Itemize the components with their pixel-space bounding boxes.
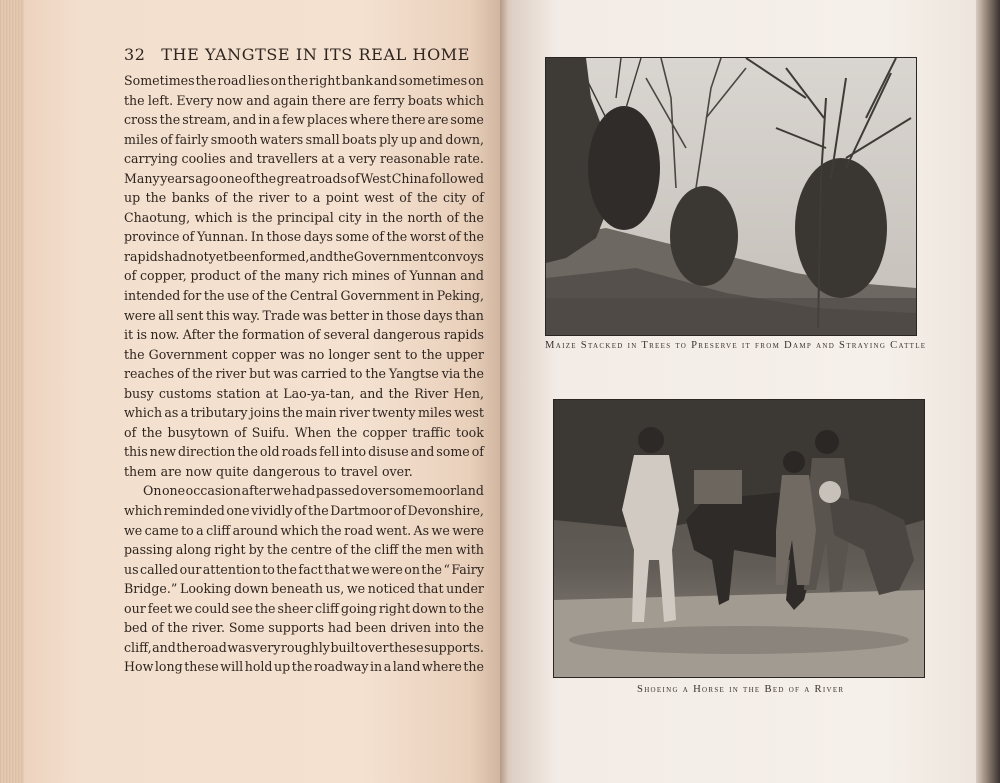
text-line: cross the stream, and in a few places where there are some (124, 112, 484, 128)
text-line: bed of the river. Some supports had been driven into the (124, 620, 484, 636)
text-line: rapids had not yet been formed, and the Government convoys (124, 248, 484, 264)
text-line: province of Yunnan. In those days some of the worst of the (124, 229, 484, 245)
text-line: were all sent this way. Trade was better in those days than (124, 307, 484, 323)
body-text (124, 71, 484, 677)
text-line: it is now. After the formation of several dangerous rapids (124, 327, 484, 343)
caption-shoeing-horse: Shoeing a Horse in the Bed of a River (637, 684, 845, 695)
page-number: 32 (124, 45, 146, 64)
text-line: we came to a cliff around which the road went. As we were (124, 522, 484, 538)
text-line: passing along right by the centre of the cliff the men with (124, 542, 484, 558)
text-line: up the banks of the river to a point west of the city of (124, 190, 484, 206)
text-line: them are now quite dangerous to travel over. (124, 463, 413, 479)
text-line: this new direction the old roads fell into disuse and some of (124, 444, 484, 460)
text-line: the Government copper was no longer sent to the upper (124, 346, 484, 362)
text-line: intended for the use of the Central Government in Peking, (124, 288, 484, 304)
text-line: How long these will hold up the roadway in a land where the (124, 659, 484, 675)
photo-shoeing-horse (553, 399, 925, 678)
text-line: our feet we could see the sheer cliff going right down to the (124, 600, 484, 616)
caption-maize-in-trees: Maize Stacked in Trees to Preserve it from Damp and Straying Cattle (545, 340, 927, 351)
text-line: which reminded one vividly of the Dartmoor of Devonshire, (124, 503, 484, 519)
maize-trees-illustration (546, 58, 916, 335)
text-line: us called our attention to the fact that we were on the “ Fairy (124, 561, 484, 577)
text-line: Many years ago one of the great roads of West China followed (124, 170, 484, 186)
text-line: Chaotung, which is the principal city in the north of the (124, 209, 484, 225)
text-line: Sometimes the road lies on the right bank and sometimes on (124, 73, 484, 88)
text-line: busy customs station at Lao-ya-tan, and the River Hen, (124, 385, 484, 401)
text-line: reaches of the river but was carried to the Yangtse via the (124, 366, 484, 382)
text-line: carrying coolies and travellers at a very reasonable rate. (124, 151, 484, 167)
photo-maize-in-trees (545, 57, 917, 336)
text-line: which as a tributary joins the main river twenty miles west (124, 405, 484, 421)
text-line: On one occasion after we had passed over some moorland (143, 483, 484, 499)
text-line: of the busytown of Suifu. When the copper traffic took (124, 424, 484, 440)
text-line: Bridge.” Looking down beneath us, we noticed that under (124, 581, 484, 597)
running-head-title: THE YANGTSE IN ITS REAL HOME (161, 45, 471, 64)
text-line: the left. Every now and again there are ferry boats which (124, 92, 484, 108)
text-line: miles of fairly smooth waters small boats ply up and down, (124, 131, 484, 147)
text-line: cliff, and the road was very roughly built over these supports. (124, 639, 484, 655)
right-page-edge (976, 0, 1000, 783)
text-line: of copper, product of the many rich mines of Yunnan and (124, 268, 484, 284)
running-head (124, 45, 470, 64)
shoeing-horse-illustration (554, 400, 924, 677)
